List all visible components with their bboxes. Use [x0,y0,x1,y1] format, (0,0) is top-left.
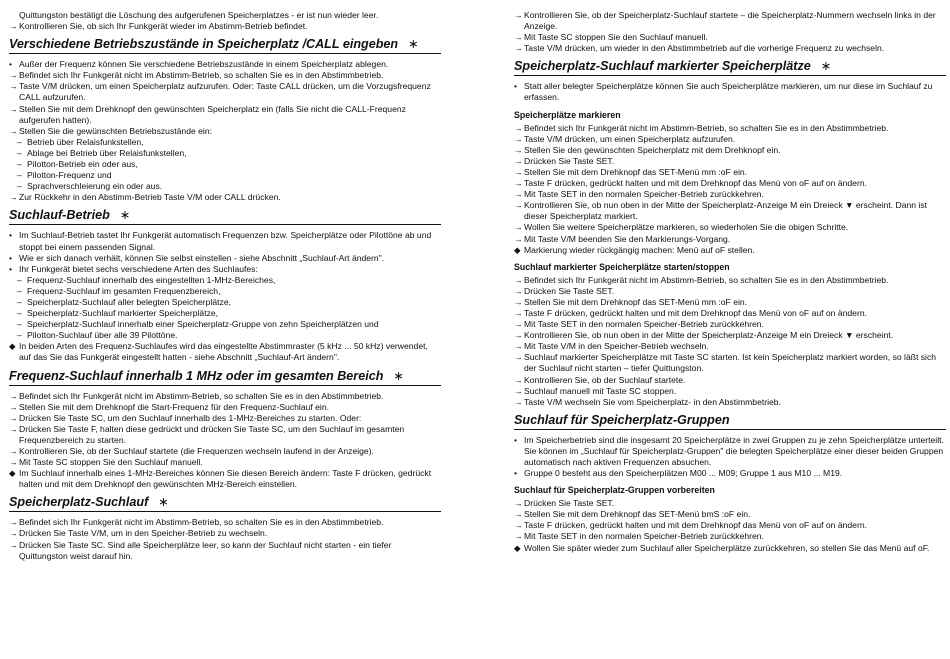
dash-icon: – [17,181,22,192]
section-heading-text: Speicherplatz-Suchlauf markierter Speicherplätze [514,59,811,74]
line-text: Mit Taste SC stoppen Sie den Suchlauf manuell. [524,32,708,43]
step-item [514,386,946,397]
step-item [9,104,441,126]
step-item [514,234,946,245]
step-item [514,222,946,233]
arrow-icon: → [514,319,523,330]
dash-icon: – [17,159,22,170]
dash-item [9,181,441,192]
step-item [514,32,946,43]
line-text: Sprachverschleierung ein oder aus. [27,181,163,192]
arrow-icon: → [514,178,523,189]
step-item [9,192,441,203]
bullet-icon: • [9,230,13,241]
line-text: Stellen Sie den gewünschten Speicherplatz mit dem Drehknopf ein. [524,144,781,155]
bullet-item [514,81,946,103]
step-item [514,330,946,341]
bullet-icon: • [514,81,518,92]
step-item [514,43,946,54]
arrow-icon: → [9,423,18,434]
step-item [514,145,946,156]
section-heading-text: Suchlauf für Speicherplatz-Gruppen [514,412,730,427]
line-text: Taste F drücken, gedrückt halten und mit dem Drehknopf das Menü von oF auf on ändern. [524,520,867,531]
section-heading [9,207,441,225]
line-text: Stellen Sie mit dem Drehknopf das SET-Menü mm :oF ein. [524,166,748,177]
step-item [9,413,441,424]
line-text: Stellen Sie mit dem Drehknopf das SET-Menü mm :oF ein. [524,296,748,307]
line-text: Taste F drücken, gedrückt halten und mit dem Drehknopf das Menü von oF auf on ändern. [524,178,867,189]
step-item [514,531,946,542]
arrow-icon: → [9,125,18,136]
step-item [9,81,441,103]
line-text: Kontrollieren Sie, ob nun oben in der Mitte der Speicherplatz-Anzeige M ein Dreieck ▼ erscheint. Dann ist dieser Speicherplatz markiert. [524,200,928,222]
line-text: Zur Rückkehr in den Abstimm-Betrieb Taste V/M oder CALL drücken. [19,192,281,203]
line-text: Wollen Sie weitere Speicherplätze markieren, so wiederholen Sie die obigen Schritte. [524,222,849,233]
arrow-icon: → [9,517,18,528]
arrow-icon: → [514,222,523,233]
dash-icon: – [17,330,22,341]
line-text: Stellen Sie mit dem Drehknopf die Start-Frequenz für den Frequenz-Suchlauf ein. [19,401,330,412]
bullet-icon: • [514,434,518,445]
line-text: Befindet sich Ihr Funkgerät nicht im Abstimm-Betrieb, so schalten Sie es in den Abstimmbetrieb. [19,390,384,401]
line-text: Kontrollieren Sie, ob der Suchlauf startete (die Frequenzen wechseln laufend in der Anzeige). [19,446,374,456]
line-text: Taste V/M wechseln Sie vom Speicherplatz- in den Abstimmbetrieb. [524,396,781,407]
line-text: Mit Taste SET in den normalen Speicher-Betrieb zurückkehren. [524,189,764,200]
right-column [514,10,946,554]
arrow-icon: → [514,531,523,542]
line-text: Im Suchlauf-Betrieb tastet Ihr Funkgerät automatisch Frequenzen bzw. Speicherplätze oder Pilottöne ab und stoppt bei einem passenden Signal. [19,230,432,252]
line-text: Frequenz-Suchlauf innerhalb des eingestellten 1-MHz-Bereiches, [27,274,276,285]
line-text: Im Speicherbetrieb sind die insgesamt 20 Speicherplätze in zwei Gruppen zu je zehn Speicherplätze unterteilt. Sie können im „Suchlauf für Speicherplatz-Gruppen" die belegten Speicherplätze einer dieser beiden Gruppen automatisch nach aktiven Frequenzen absuchen. [524,434,944,467]
line-text: Stellen Sie mit dem Drehknopf das SET-Menü bmS :oF ein. [524,509,751,520]
dash-icon: – [17,170,22,181]
dash-item [9,170,441,181]
asterisk-mark: ∗ [158,495,169,510]
arrow-icon: → [9,192,18,203]
step-item [514,189,946,200]
arrow-icon: → [514,274,523,285]
section-heading-text: Suchlauf-Betrieb [9,208,110,223]
arrow-icon: → [514,43,523,54]
arrow-icon: → [514,10,523,20]
line-text: Befindet sich Ihr Funkgerät nicht im Abstimm-Betrieb, so schalten Sie es in den Abstimmbetrieb. [19,70,384,81]
step-item [514,509,946,520]
line-text: Kontrollieren Sie, ob der Speicherplatz-Suchlauf startete – die Speicherplatz-Nummern wechseln links in der Anzeige. [524,10,936,32]
step-item [514,341,946,352]
line-text: Pilotton-Frequenz und [27,170,112,181]
line-text: Speicherplatz-Suchlauf innerhalb einer Speicherplatz-Gruppe von zehn Speicherplätzen und [27,319,379,330]
step-item [514,375,946,386]
step-item [514,308,946,319]
bullet-icon: • [9,252,13,263]
arrow-icon: → [514,166,523,177]
line-text: Drücken Sie Taste SC, um den Suchlauf innerhalb des 1-MHz-Bereiches zu starten. Oder: [19,412,362,423]
arrow-icon: → [514,352,523,363]
dash-item [9,308,441,319]
line-text: Taste F drücken, gedrückt halten und mit dem Drehknopf das Menü von oF auf on ändern. [524,307,867,318]
dash-item [9,286,441,297]
arrow-icon: → [9,70,18,81]
subheading: Suchlauf für Speicherplatz-Gruppen vorbereiten [514,485,715,496]
line-text: Taste V/M drücken, um einen Speicherplatz aufzurufen. Oder: Taste CALL drücken, um die Vorzugsfrequenz CALL aufzurufen. [19,81,431,103]
diamond-icon: ◆ [9,341,16,352]
line-text: Drücken Sie Taste F, halten diese gedrückt und drücken Sie Taste SC, um den Suchlauf im gesamten Frequenzbereich zu starten. [19,423,405,445]
step-item [9,424,441,446]
dash-item [9,148,441,159]
bullet-icon: • [514,468,518,479]
dash-icon: – [17,308,22,319]
line-text: Pilotton-Betrieb ein oder aus, [27,159,138,170]
step-item [514,134,946,145]
step-item [9,402,441,413]
arrow-icon: → [514,200,523,211]
section-heading-text: Speicherplatz-Suchlauf [9,495,149,510]
arrow-icon: → [514,233,523,244]
line-text: Befindet sich Ihr Funkgerät nicht im Abstimm-Betrieb, so schalten Sie es in den Abstimmbetrieb. [524,122,889,133]
arrow-icon: → [9,457,18,468]
subheading: Suchlauf markierter Speicherplätze starten/stoppen [514,261,730,272]
note-item [514,245,946,256]
section-heading [9,368,441,386]
arrow-icon: → [514,374,523,385]
line-text: Speicherplatz-Suchlauf markierter Speicherplätze, [27,308,219,319]
arrow-icon: → [9,528,18,539]
line-text: Statt aller belegter Speicherplätze können Sie auch Speicherplätze markieren, um nur diese im Suchlauf zu erfassen. [524,81,933,103]
step-item [514,200,946,222]
line-text: Drücken Sie Taste SET. [524,498,615,509]
line-text: Außer der Frequenz können Sie verschiedene Betriebszustände in einem Speicherplatz ablegen. [19,59,389,70]
note-item [514,543,946,554]
line-text: Kontrollieren Sie, ob sich Ihr Funkgerät wieder im Abstimm-Betrieb befindet. [19,21,308,32]
arrow-icon: → [514,189,523,200]
step-item [514,275,946,286]
asterisk-mark: ∗ [393,368,404,383]
bullet-item [514,468,946,479]
dash-icon: – [17,319,22,330]
arrow-icon: → [514,520,523,531]
diamond-icon: ◆ [9,468,16,479]
line-text: Markierung wieder rückgängig machen: Menü auf oF stellen. [524,244,755,255]
arrow-icon: → [514,330,523,341]
arrow-icon: → [514,396,523,407]
line-text: Mit Taste V/M beenden Sie den Markierungs-Vorgang. [524,233,731,244]
dash-icon: – [17,147,22,158]
dash-item [9,319,441,330]
dash-icon: – [17,274,22,285]
diamond-icon: ◆ [514,244,521,255]
line-text: Frequenz-Suchlauf im gesamten Frequenzbereich, [27,285,221,296]
bullet-item [9,230,441,252]
line-text: Kontrollieren Sie, ob der Suchlauf startete. [524,374,686,385]
arrow-icon: → [9,446,18,456]
line-text: Betrieb über Relaisfunkstellen, [27,136,144,147]
step-item [9,540,441,562]
line-text: Im Suchlauf innerhalb eines 1-MHz-Bereiches können Sie diesen Bereich ändern: Taste F drücken, gedrückt halten und mit dem Drehknopf den gewünschten MHz-Bereich einstellen. [19,468,432,490]
line-text: Taste V/M drücken, um einen Speicherplatz aufzurufen. [524,133,736,144]
asterisk-mark: ∗ [408,37,419,52]
bullet-icon: • [9,263,13,274]
bullet-item [514,435,946,468]
step-item [514,319,946,330]
note-item [9,341,441,363]
line-text: Quittungston bestätigt die Löschung des aufgerufenen Speicherplatzes - er ist nun wieder leer. [19,10,379,20]
arrow-icon: → [514,155,523,166]
asterisk-mark: ∗ [119,208,131,223]
arrow-icon: → [9,539,18,550]
arrow-icon: → [9,390,18,401]
bullet-item [9,264,441,275]
step-item [9,528,441,539]
section-heading-text: Frequenz-Suchlauf innerhalb 1 MHz oder im gesamten Bereich [9,368,384,383]
line-text: Gruppe 0 besteht aus den Speicherplätzen M00 ... M09; Gruppe 1 aus M10 ... M19. [524,468,843,479]
line-text: Wollen Sie später wieder zum Suchlauf aller Speicherplätze zurückkehren, so stellen Sie das Menü auf oF. [524,542,930,553]
step-item [514,10,946,32]
line-text: Mit Taste SET in den normalen Speicher-Betrieb zurückkehren. [524,319,764,330]
step-item [514,498,946,509]
line-text: Befindet sich Ihr Funkgerät nicht im Abstimm-Betrieb, so schalten Sie es in den Abstimmbetrieb. [524,274,889,285]
bullet-item [9,253,441,264]
line-text: Ihr Funkgerät bietet sechs verschiedene Arten des Suchlaufes: [19,263,258,274]
line-text: Befindet sich Ihr Funkgerät nicht im Abstimm-Betrieb, so schalten Sie es in den Abstimmbetrieb. [19,517,384,528]
section-heading [514,58,946,76]
line-text: Drücken Sie Taste SC. Sind alle Speicherplätze leer, so kann der Suchlauf nicht starten - ein tiefer Quittungston weist darauf hin. [19,539,392,561]
line-text: Mit Taste V/M in den Speicher-Betrieb wechseln. [524,341,709,352]
line-text: Drücken Sie Taste SET. [524,285,615,296]
section-heading [9,36,441,54]
arrow-icon: → [514,296,523,307]
step-item [9,457,441,468]
arrow-icon: → [514,32,523,43]
line-text: Ablage bei Betrieb über Relaisfunkstellen, [27,147,187,158]
step-item [9,446,441,457]
dash-item [9,275,441,286]
dash-icon: – [17,136,22,147]
line-text: Kontrollieren Sie, ob nun oben in der Mitte der Speicherplatz-Anzeige M ein Dreieck ▼ erscheint. [524,330,894,341]
section-heading [9,494,441,512]
dash-icon: – [17,296,22,307]
dash-item [9,159,441,170]
arrow-icon: → [514,122,523,133]
arrow-icon: → [514,341,523,352]
left-column [9,10,441,562]
line-text: In beiden Arten des Frequenz-Suchlaufes wird das eingestellte Abstimmraster (5 kHz ... 50 kHz) verwendet, auf das Sie das Funkgerät eingestellt hatten - siehe Abschnitt „Suchlauf-Art ändern". [19,341,428,363]
line-text: Suchlauf markierter Speicherplätze mit Taste SC starten. Ist kein Speicherplatz markiert worden, so läßt sich der Suchlauf nicht starten – tiefer Quittungston. [524,352,937,374]
arrow-icon: → [9,412,18,423]
arrow-icon: → [514,498,523,509]
subheading: Speicherplätze markieren [514,109,621,120]
line-text: Drücken Sie Taste V/M, um in den Speicher-Betrieb zu wechseln. [19,528,268,539]
line-text: Mit Taste SC stoppen Sie den Suchlauf manuell. [19,457,203,468]
step-item [514,397,946,408]
arrow-icon: → [9,21,18,32]
dash-item [9,330,441,341]
line-text: Drücken Sie Taste SET. [524,155,615,166]
section-heading-text: Verschiedene Betriebszustände in Speicherplatz /CALL eingeben [9,37,399,52]
dash-item [9,137,441,148]
bullet-icon: • [9,59,13,70]
arrow-icon: → [514,307,523,318]
asterisk-mark: ∗ [820,59,832,74]
line-text: Taste V/M drücken, um wieder in den Abstimmbetrieb auf die vorherige Frequenz zu wechseln. [524,43,885,54]
section-heading [514,412,946,430]
arrow-icon: → [514,285,523,296]
dash-icon: – [17,285,22,296]
arrow-icon: → [9,401,18,412]
step-item [514,178,946,189]
arrow-icon: → [514,385,523,396]
step-item [514,123,946,134]
paragraph [9,10,441,21]
step-item [514,156,946,167]
line-text: Suchlauf manuell mit Taste SC stoppen. [524,385,677,396]
line-text: Stellen Sie die gewünschten Betriebszustände ein: [19,125,213,136]
step-item [514,167,946,178]
step-item [514,286,946,297]
step-item [514,520,946,531]
line-text: Pilotton-Suchlauf über alle 39 Pilottöne. [27,330,178,341]
bullet-item [9,59,441,70]
dash-item [9,297,441,308]
diamond-icon: ◆ [514,542,521,553]
arrow-icon: → [9,103,18,114]
step-item [9,70,441,81]
step-item [514,352,946,374]
line-text: Mit Taste SET in den normalen Speicher-Betrieb zurückkehren. [524,531,764,542]
step-item [9,391,441,402]
line-text: Wie er sich danach verhält, können Sie selbst einstellen - siehe Abschnitt „Suchlauf-Art ändern". [19,252,385,263]
line-text: Stellen Sie mit dem Drehknopf den gewünschten Speicherplatz ein (falls Sie nicht die CALL-Frequenz aufgerufen hatten). [19,103,406,125]
arrow-icon: → [514,509,523,520]
note-item [9,468,441,490]
arrow-icon: → [514,133,523,144]
step-item [514,297,946,308]
line-text: Speicherplatz-Suchlauf aller belegten Speicherplätze, [27,296,231,307]
step-item [9,21,441,32]
step-item [9,517,441,528]
arrow-icon: → [9,81,18,92]
arrow-icon: → [514,144,523,155]
step-item [9,126,441,137]
